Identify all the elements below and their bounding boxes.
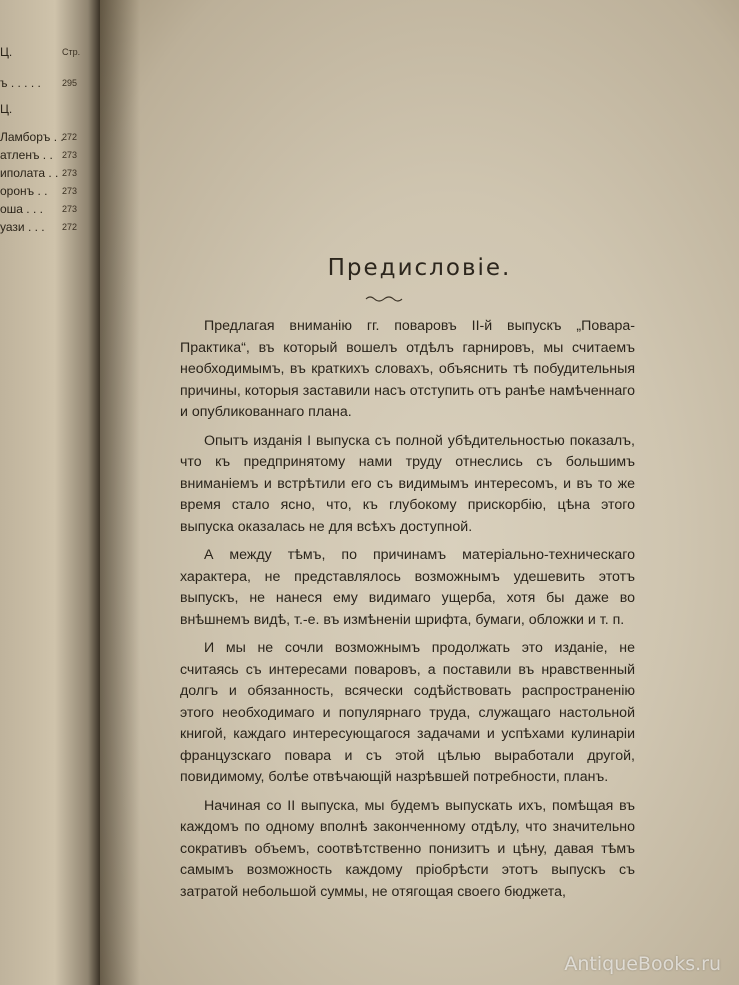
toc-header — [0, 44, 81, 60]
book-page — [100, 0, 739, 985]
page-title: Предисловіе. — [327, 255, 512, 281]
left-page-fragment — [0, 0, 100, 985]
toc-line — [0, 201, 78, 217]
spine-shadow — [100, 0, 140, 985]
toc-entry-text: Ц. — [0, 102, 13, 116]
toc-entry-text: оша . . . — [0, 202, 43, 216]
paragraph: А между тѣмъ, по причинамъ матеріально-техническаго характера, не представлялось возможнымъ удешевить этотъ выпускъ, не нанеся ему видимаго ущерба, хотя бы даже во внѣшнемъ видѣ, т.-е. въ измѣненіи шрифта, бумаги, обложки и т. п. — [180, 547, 635, 628]
toc-header-page-col: Стр. — [62, 47, 81, 57]
toc-line — [0, 101, 12, 117]
toc-entry-text: уази . . . — [0, 220, 45, 234]
paragraph: Опытъ изданія I выпуска съ полной убѣдительностью показалъ, что къ предпринятому нами труду отнеслись съ большимъ вниманіемъ и встрѣтили его съ видимымъ интересомъ, и въ то же время стало ясно, что, къ глубокому прискорбію, цѣна этого выпуска оказалась не для всѣхъ доступной. — [180, 432, 635, 535]
toc-line — [0, 165, 78, 181]
toc-entry-text: Ламборъ . . — [0, 130, 64, 144]
toc-entry-page: 295 — [62, 78, 78, 88]
toc-entry-text: атленъ . . — [0, 148, 53, 162]
paragraph: Начиная со II выпуска, мы будемъ выпускать ихъ, помѣщая въ каждомъ по одному вполнѣ законченному отдѣлу, что значительно сокративъ объемъ, соотвѣтственно понизитъ и цѣну, давая тѣмъ самымъ возможность каждому пріобрѣсти этотъ выпускъ съ затратой небольшой суммы, не отягощая своего бюджета, — [180, 797, 635, 900]
preface-body — [180, 316, 635, 910]
toc-line — [0, 219, 78, 235]
toc-entry-text: иполата . . — [0, 166, 59, 180]
toc-entry-page: 273 — [62, 204, 78, 214]
toc-entry-page: 272 — [62, 132, 78, 142]
watermark: AntiqueBooks.ru — [564, 953, 721, 975]
toc-line — [0, 75, 78, 91]
toc-entry-text: ъ . . . . . — [0, 76, 41, 90]
toc-entry-page: 272 — [62, 222, 78, 232]
toc-line — [0, 183, 78, 199]
toc-entry-page: 273 — [62, 186, 78, 196]
toc-entry-page: 273 — [62, 150, 78, 160]
toc-line — [0, 147, 78, 163]
toc-entry-page: 273 — [62, 168, 78, 178]
toc-entry-text: оронъ . . — [0, 184, 48, 198]
paragraph: Предлагая вниманію гг. поваровъ II-й выпускъ „Повара-Практика“, въ который вошелъ отдѣлъ гарнировъ, мы считаемъ необходимымъ, въ краткихъ словахъ, объяснить тѣ побудительныя причины, которыя заставили насъ отступить отъ ранѣе намѣченнаго и опубликованнаго плана. — [180, 318, 635, 420]
paragraph: И мы не сочли возможнымъ продолжать это изданіе, не считаясь съ интересами поваровъ, а поставили въ нравственный долгъ и обязанность, всячески содѣйствовать распространенію этого необходимаго и популярнаго труда, служащаго настольной книгой, каждаго интересующагося задачами и успѣхами кулинаріи французскаго повара и съ этой цѣлью выработали другой, повидимому, болѣе отвѣчающій назрѣвшей потребности, планъ. — [180, 640, 635, 785]
title-flourish-ornament — [365, 294, 403, 304]
toc-line — [0, 129, 78, 145]
toc-header-text: Ц. — [0, 45, 13, 59]
